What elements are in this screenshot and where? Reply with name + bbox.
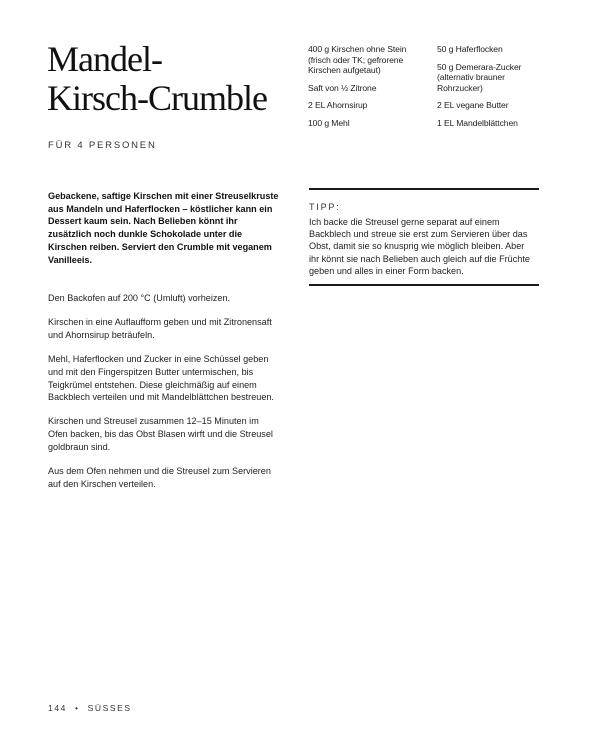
ingredient-item: 50 g Demerara-Zucker (alternativ brauner Rohrzucker) xyxy=(437,61,522,93)
footer-separator: • xyxy=(74,703,80,713)
recipe-step: Den Backofen auf 200 °C (Umluft) vorheizen. xyxy=(48,293,231,303)
recipe-steps xyxy=(48,292,280,502)
recipe-title xyxy=(47,40,297,118)
ingredient-list-right xyxy=(437,44,547,135)
recipe-step: Kirschen und Streusel zusammen 12–15 Minuten im Ofen backen, bis das Obst Blasen wirft und die Streusel goldbraun sind. xyxy=(48,416,273,452)
section-name: SÜSSES xyxy=(87,703,132,713)
servings-label: FÜR 4 PERSONEN xyxy=(48,140,157,151)
recipe-step: Aus dem Ofen nehmen und die Streusel zum Servieren auf den Kirschen verteilen. xyxy=(48,466,271,489)
ingredient-item: Saft von ½ Zitrone xyxy=(308,82,377,93)
recipe-step: Kirschen in eine Auflaufform geben und mit Zitronensaft und Ahornsirup beträufeln. xyxy=(48,317,272,340)
ingredient-list-left xyxy=(308,44,416,135)
ingredient-item: 2 EL vegane Butter xyxy=(437,100,509,110)
ingredient-item: 100 g Mehl xyxy=(308,117,350,128)
recipe-step: Mehl, Haferflocken und Zucker in eine Schüssel geben und mit den Fingerspitzen Butter untermischen, bis Teigkrümel entstehen. Diese gleichmäßig auf einem Backblech verteilen und mit Mandelblättchen bestreuen. xyxy=(48,354,274,403)
page-footer xyxy=(48,703,132,713)
ingredient-item: 400 g Kirschen ohne Stein (frisch oder TK; gefrorene Kirschen aufgetaut) xyxy=(308,44,407,75)
page-number: 144 xyxy=(48,703,67,713)
tip-box xyxy=(309,188,539,286)
ingredient-item: 2 EL Ahornsirup xyxy=(308,100,368,110)
ingredient-item: 50 g Haferflocken xyxy=(437,44,503,54)
ingredient-item: 1 EL Mandelblättchen xyxy=(437,117,518,128)
tip-text: Ich backe die Streusel gerne separat auf einem Backblech und streue sie erst zum Servieren über das Obst, damit sie so knusprig wie möglich bleiben. Aber ihr könnt sie nach Belieben auch gleich auf die Früchte geben und alles in einer Form backen. xyxy=(309,217,530,276)
recipe-title-line-2: Kirsch-Crumble xyxy=(47,78,267,118)
recipe-title-line-1: Mandel- xyxy=(47,39,162,79)
tip-label: TIPP: xyxy=(309,202,341,212)
recipe-intro: Gebackene, saftige Kirschen mit einer Streuselkruste aus Mandeln und Haferflocken – köstlicher kann ein Dessert kaum sein. Nach Belieben könnt ihr zusätzlich noch dunkle Schokolade unter die Kirschen reiben. Serviert den Crumble mit veganem Vanilleeis. xyxy=(48,191,279,265)
